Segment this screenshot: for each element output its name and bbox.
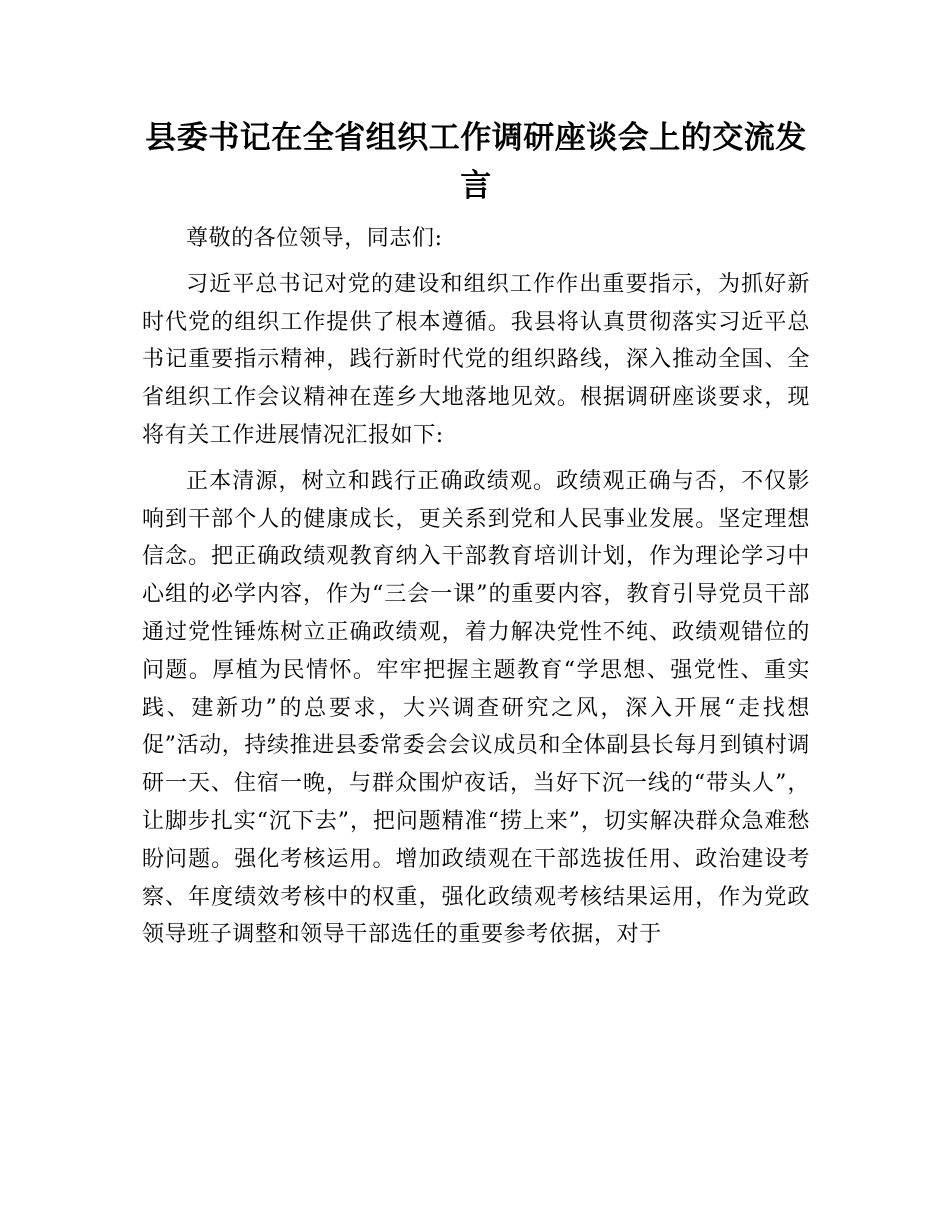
- salutation: 尊敬的各位领导，同志们:: [186, 226, 443, 251]
- document-body: [142, 114, 810, 954]
- document-title: 县委书记在全省组织工作调研座谈会上的交流发言: [145, 120, 807, 204]
- paragraph-intro: 习近平总书记对党的建设和组织工作作出重要指示，为抓好新时代党的组织工作提供了根本遵循。我县将认真贯彻落实习近平总书记重要指示精神，践行新时代党的组织路线，深入推动全国、全省组织工作会议精神在莲乡大地落地见效。根据调研座谈要求，现将有关工作进展情况汇报如下:: [142, 271, 810, 448]
- paragraph-political-achievement-view: 正本清源，树立和践行正确政绩观。政绩观正确与否，不仅影响到干部个人的健康成长，更关系到党和人民事业发展。坚定理想信念。把正确政绩观教育纳入干部教育培训计划，作为理论学习中心组的必学内容，作为“三会一课”的重要内容，教育引导党员干部通过党性锤炼树立正确政绩观，着力解决党性不纯、政绩观错位的问题。厚植为民情怀。牢牢把握主题教育“学思想、强党性、重实践、建新功”的总要求，大兴调查研究之风，深入开展“走找想促”活动，持续推进县委常委会会议成员和全体副县长每月到镇村调研一天、住宿一晚，与群众围炉夜话，当好下沉一线的“带头人”，让脚步扎实“沉下去”，把问题精准“捞上来”，切实解决群众急难愁盼问题。强化考核运用。增加政绩观在干部选拔任用、政治建设考察、年度绩效考核中的权重，强化政绩观考核结果运用，作为党政领导班子调整和领导干部选任的重要参考依据，对于: [142, 468, 810, 948]
